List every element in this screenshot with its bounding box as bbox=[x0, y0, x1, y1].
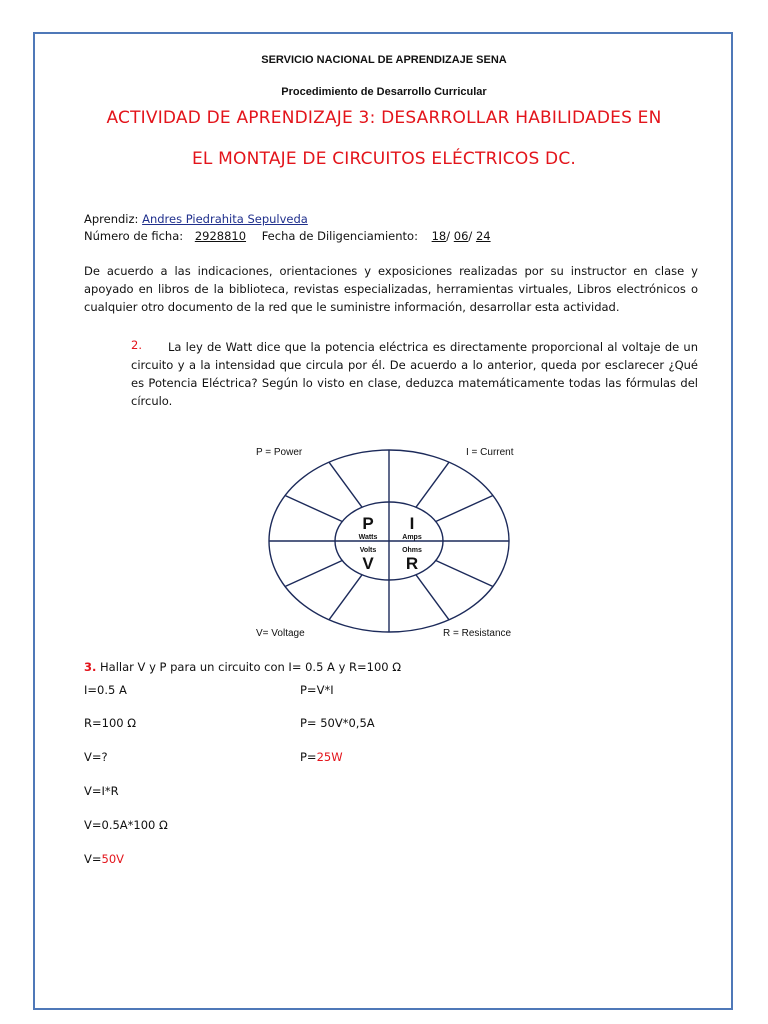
label-resistance: R = Resistance bbox=[443, 628, 512, 639]
center-v: V bbox=[362, 554, 374, 573]
fecha-year: 24 bbox=[475, 229, 491, 243]
wheel-spoke bbox=[436, 561, 493, 587]
power-wheel-diagram bbox=[240, 438, 540, 643]
wheel-spoke bbox=[285, 561, 342, 587]
calc-left-2: R=100 Ω bbox=[84, 716, 137, 730]
calc-left-4: V=I*R bbox=[84, 784, 119, 798]
p-result-label: P= bbox=[300, 750, 317, 764]
fecha-day: 18 bbox=[431, 229, 447, 243]
label-power: P = Power bbox=[256, 447, 303, 458]
q2-text: La ley de Watt dice que la potencia eléctrica es directamente proporcional al voltaje de un circuito y a la intensidad que circula por él. De acuerdo a lo anterior, queda por esclarecer ¿Qué es Potencia Eléctrica? Según lo visto en clase, deduzca matemáticamente todas las fórmulas del círculo. bbox=[131, 340, 698, 408]
ficha-line: Número de ficha: 2928810 Fecha de Diligenciamiento: 18/ 06/ 24 bbox=[84, 229, 491, 243]
center-i: I bbox=[409, 514, 415, 533]
v-result-label: V= bbox=[84, 852, 102, 866]
q3-line bbox=[84, 660, 401, 674]
q3-text: Hallar V y P para un circuito con I= 0.5 A y R=100 Ω bbox=[100, 660, 402, 674]
calc-right-1: P=V*I bbox=[300, 683, 334, 697]
wheel-spoke bbox=[416, 462, 449, 507]
calc-left-5: V=0.5A*100 Ω bbox=[84, 818, 168, 832]
calc-left-result bbox=[84, 852, 124, 866]
wheel-spoke bbox=[416, 575, 449, 620]
aprendiz-label: Aprendiz: bbox=[84, 212, 139, 226]
unit-watts: Watts bbox=[358, 534, 378, 541]
activity-title-line1: ACTIVIDAD DE APRENDIZAJE 3: DESARROLLAR HABILIDADES EN bbox=[106, 108, 662, 128]
wheel-spoke bbox=[329, 575, 362, 620]
intro-paragraph: De acuerdo a las indicaciones, orientaciones y exposiciones realizadas por su instructor en clase y apoyado en libros de la biblioteca, revistas especializadas, herramientas virtuales, Libros electrónicos o cualquier otro documento de la red que le suministre información, desarrollar esta actividad. bbox=[84, 264, 698, 314]
wheel-spoke bbox=[329, 462, 362, 507]
aprendiz-line bbox=[84, 212, 308, 226]
unit-volts: Volts bbox=[359, 547, 377, 554]
calc-left-3: V=? bbox=[84, 750, 108, 764]
calc-right-2: P= 50V*0,5A bbox=[300, 716, 375, 730]
ficha-value: 2928810 bbox=[194, 229, 247, 243]
calc-left-1: I=0.5 A bbox=[84, 683, 127, 697]
ficha-label: Número de ficha: bbox=[84, 229, 184, 243]
fecha-month: 06 bbox=[453, 229, 469, 243]
procedure-title: Procedimiento de Desarrollo Curricular bbox=[281, 86, 487, 98]
aprendiz-name: Andres Piedrahita Sepulveda bbox=[142, 212, 308, 226]
fecha-label: Fecha de Diligenciamiento: bbox=[261, 229, 418, 243]
calc-right-result bbox=[300, 750, 343, 764]
org-title: SERVICIO NACIONAL DE APRENDIZAJE SENA bbox=[261, 54, 507, 66]
wheel-spoke bbox=[285, 496, 342, 522]
unit-amps: Amps bbox=[402, 534, 422, 541]
q3-number: 3. bbox=[84, 660, 97, 674]
center-p: P bbox=[362, 514, 374, 533]
wheel-spoke bbox=[436, 496, 493, 522]
v-result-value: 50V bbox=[101, 852, 125, 866]
p-result-value: 25W bbox=[316, 750, 343, 764]
q2-number: 2. bbox=[131, 338, 142, 352]
label-current: I = Current bbox=[466, 447, 514, 458]
activity-title-line2: EL MONTAJE DE CIRCUITOS ELÉCTRICOS DC. bbox=[191, 149, 577, 169]
label-voltage: V= Voltage bbox=[256, 628, 305, 639]
center-r: R bbox=[405, 554, 419, 573]
unit-ohms: Ohms bbox=[402, 547, 422, 554]
